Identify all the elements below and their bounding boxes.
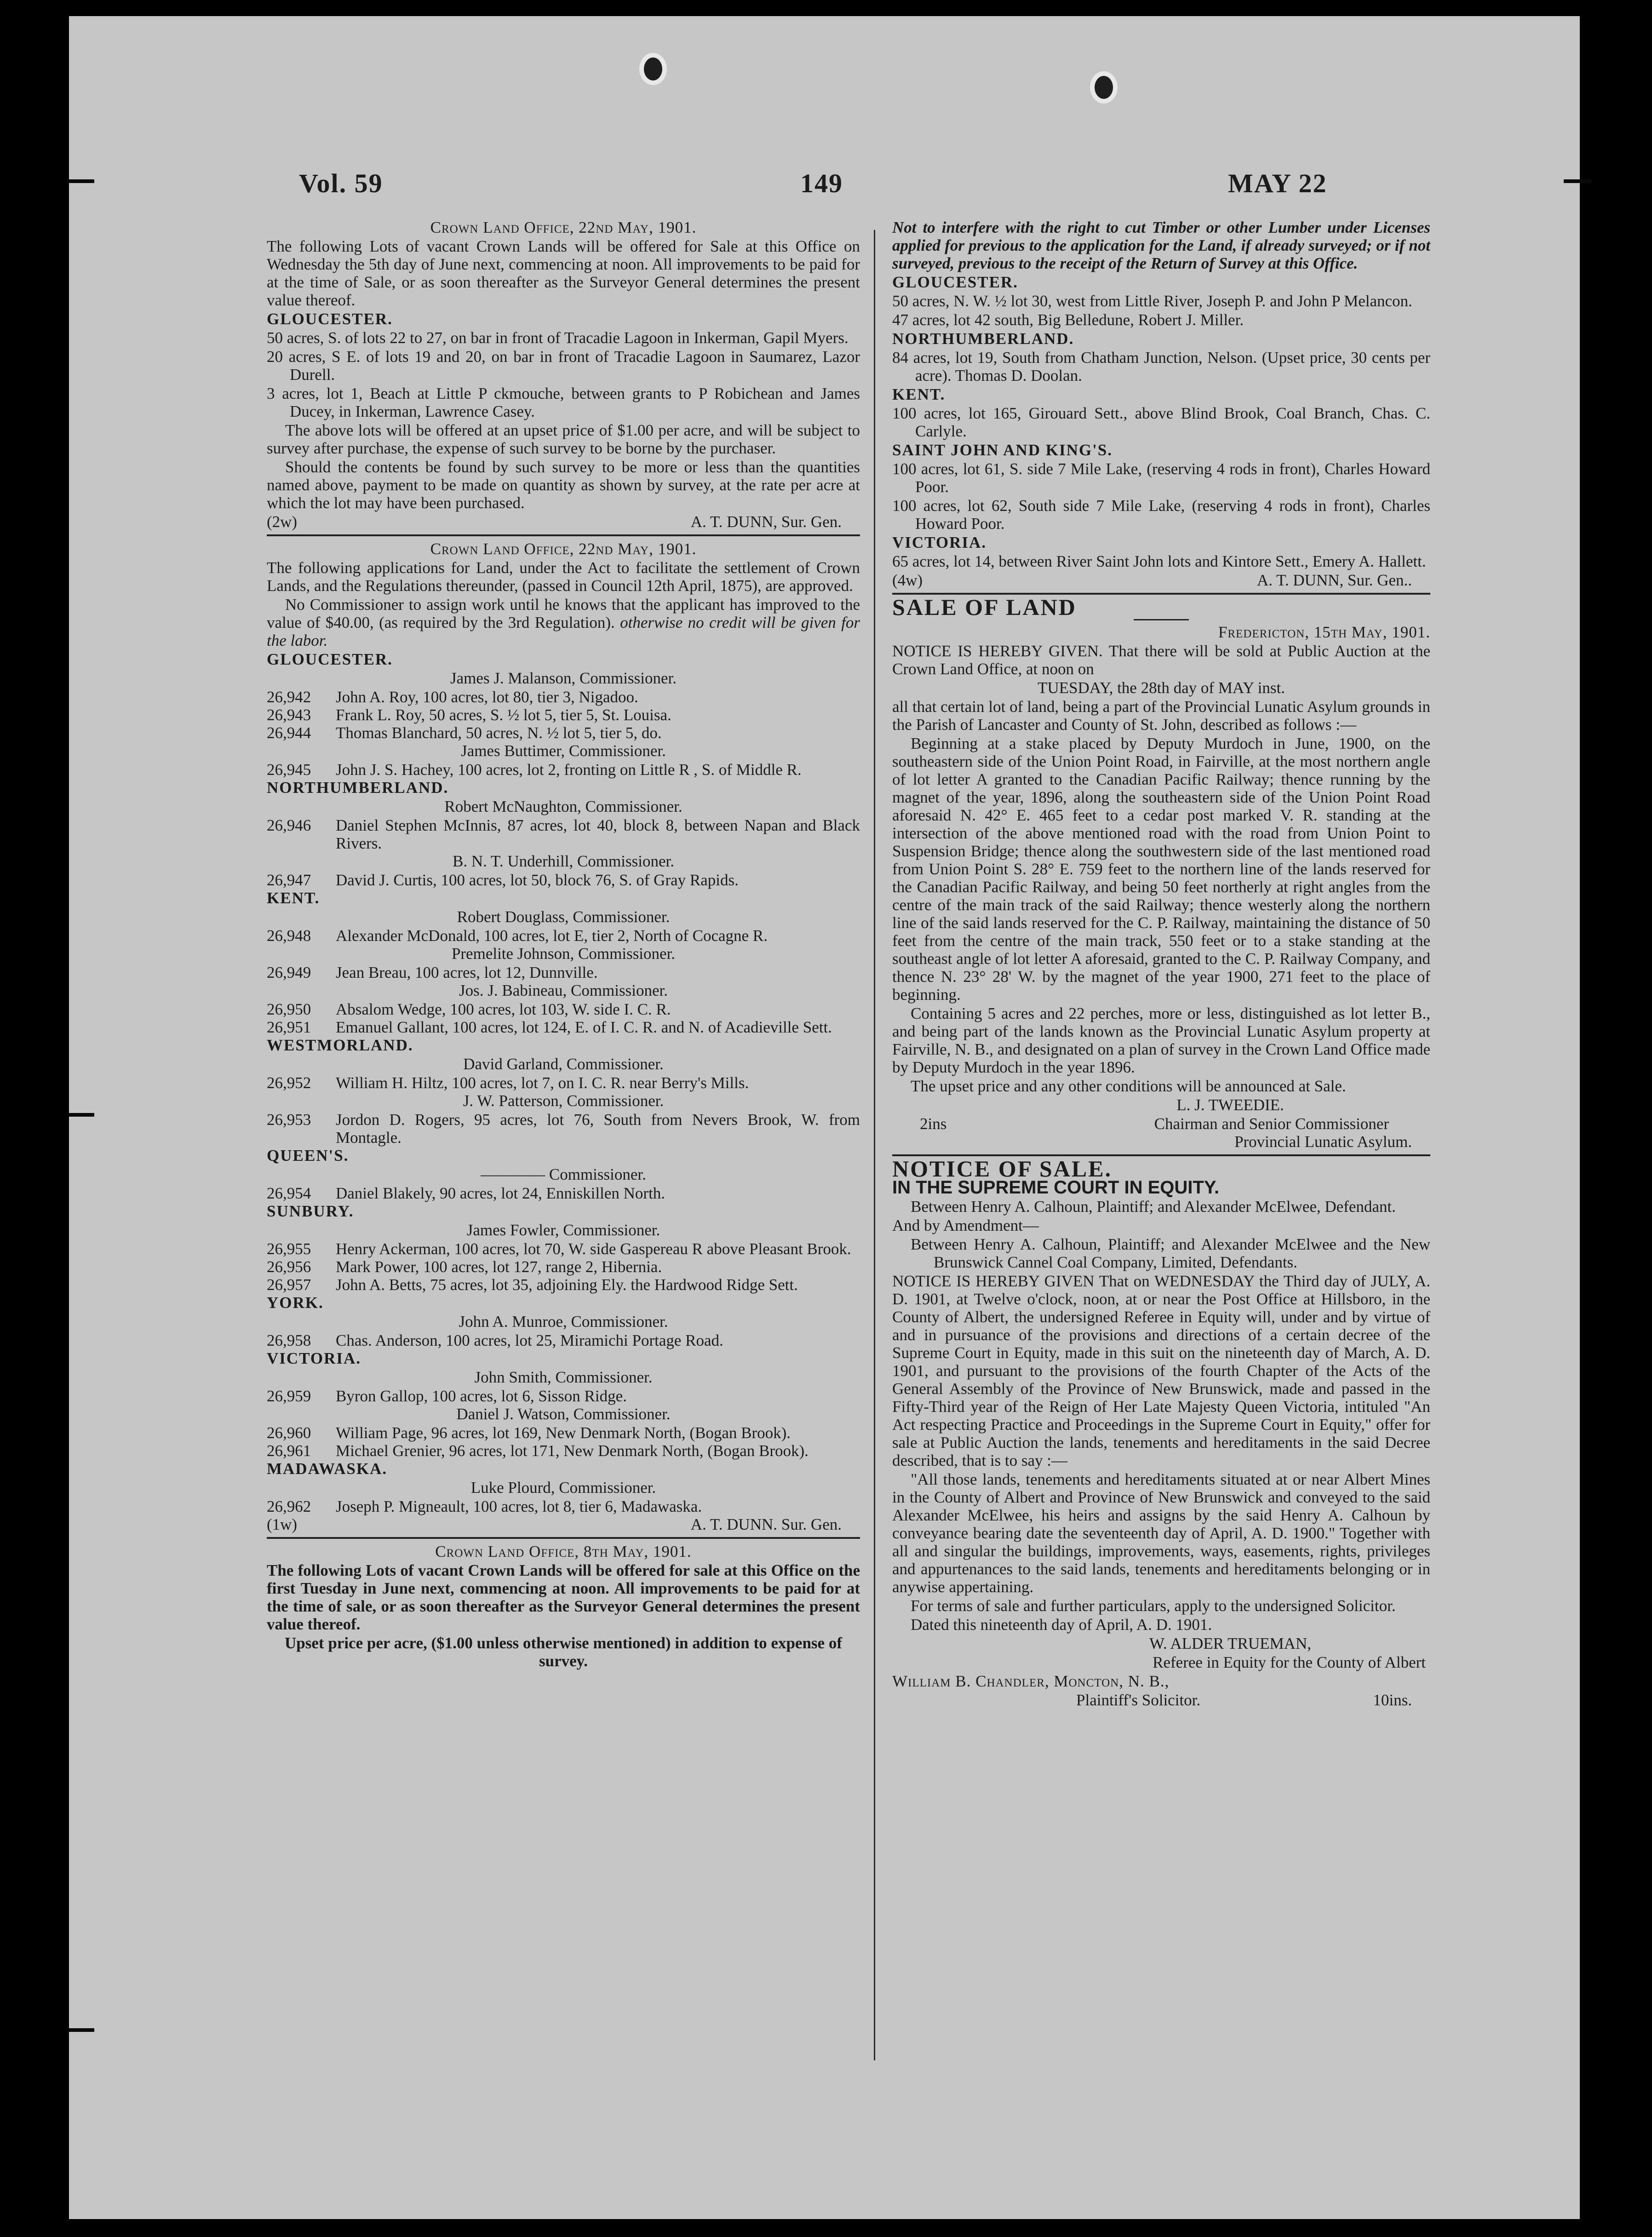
commissioner-line: Jos. J. Babineau, Commissioner. xyxy=(459,981,668,999)
signer: A. T. DUNN, Sur. Gen. xyxy=(690,513,842,531)
county-heading: VICTORIA. xyxy=(892,533,987,551)
volume-label: Vol. 59 xyxy=(299,168,383,198)
lot-line: 65 acres, lot 14, between River Saint John lots and Kintore Sett., Emery A. Hallett. xyxy=(892,552,1426,570)
application-number: 26,961 xyxy=(267,1442,311,1460)
application-number: 26,956 xyxy=(267,1258,311,1276)
column-divider xyxy=(874,230,875,2060)
application-entry xyxy=(267,1000,860,1018)
application-entry xyxy=(267,816,860,852)
notice-crown-land-continued xyxy=(892,218,1430,589)
signature-row xyxy=(892,1691,1430,1709)
notice-paragraph xyxy=(267,596,860,649)
application-text: John J. S. Hachey, 100 acres, lot 2, fronting on Little R , S. of Middle R. xyxy=(336,761,802,779)
edge-tick xyxy=(1564,179,1591,183)
signer-title: Chairman and Senior Commissioner xyxy=(1154,1115,1389,1133)
application-text: Daniel Blakely, 90 acres, lot 24, Enniskillen North. xyxy=(336,1184,665,1202)
county-heading: SAINT JOHN AND KING'S. xyxy=(892,441,1113,459)
application-number: 26,958 xyxy=(267,1331,311,1349)
section-title: SALE OF LAND xyxy=(892,594,1077,620)
lot-line: 3 acres, lot 1, Beach at Little P ckmouche, between grants to P Robichean and James Ducey, in Inkerman, Lawrence Casey. xyxy=(267,384,860,420)
timber-note: Not to interfere with the right to cut Timber or other Lumber under Licenses applied for previous to the application for the Land, if already surveyed; or if not surveyed, previous to the receipt of the Return of Survey at this Office. xyxy=(892,218,1430,272)
edge-tick xyxy=(69,1113,94,1117)
parties: Between Henry A. Calhoun, Plaintiff; and Alexander McElwee, Defendant. xyxy=(911,1198,1396,1216)
commissioner-line: Robert McNaughton, Commissioner. xyxy=(444,797,683,815)
county-heading: GLOUCESTER. xyxy=(267,310,393,328)
upset-price-note: Upset price per acre, ($1.00 unless otherwise mentioned) in addition to expense of survey. xyxy=(285,1634,842,1670)
application-entry xyxy=(267,1424,860,1442)
application-entry xyxy=(267,706,860,724)
application-text: Alexander McDonald, 100 acres, lot E, tier 2, North of Cocagne R. xyxy=(336,927,768,945)
application-text: Henry Ackerman, 100 acres, lot 70, W. side Gaspereau R above Pleasant Brook. xyxy=(336,1240,851,1258)
notice-body: The following applications for Land, under the Act to facilitate the settlement of Crown Lands, and the Regulations thereunder, (passed in Council 12th April, 1875), are approved. xyxy=(267,559,860,595)
solicitor-name: William B. Chandler, Moncton, N. B., xyxy=(892,1672,1170,1690)
application-entry xyxy=(267,1184,860,1202)
notice-crown-land-1 xyxy=(267,218,860,531)
lot-line: 100 acres, lot 61, S. side 7 Mile Lake, (reserving 4 rods in front), Charles Howard Poor. xyxy=(892,460,1430,496)
page-number: 149 xyxy=(800,168,843,198)
application-entry xyxy=(267,871,860,889)
lot-line: 100 acres, lot 62, South side 7 Mile Lake, (reserving 4 rods in front), Charles Howard Poor. xyxy=(892,497,1430,533)
application-number: 26,942 xyxy=(267,688,311,706)
short-rule xyxy=(1134,619,1189,620)
application-number: 26,947 xyxy=(267,871,311,889)
lot-line: 47 acres, lot 42 south, Big Belledune, Robert J. Miller. xyxy=(892,311,1244,329)
notice-of-sale xyxy=(892,1156,1430,1709)
solicitor xyxy=(892,1672,1430,1690)
application-entry xyxy=(267,927,860,945)
application-entry xyxy=(267,1387,860,1405)
notice-paragraph: Dated this nineteenth day of April, A. D. 1901. xyxy=(911,1616,1212,1634)
punch-hole-left xyxy=(639,53,667,85)
application-number: 26,952 xyxy=(267,1074,311,1092)
punch-hole-right xyxy=(1090,71,1118,103)
application-entry xyxy=(267,1442,860,1460)
dateline: Fredericton, 15th May, 1901. xyxy=(1218,623,1430,641)
amendment: And by Amendment— xyxy=(892,1216,1039,1234)
county-heading: SUNBURY. xyxy=(267,1202,354,1220)
signer: L. J. TWEEDIE. xyxy=(1176,1096,1284,1114)
application-number: 26,943 xyxy=(267,706,311,724)
signer: A. T. DUNN, Sur. Gen.. xyxy=(1256,571,1412,589)
separator xyxy=(267,1537,860,1539)
insertion-tag: 2ins xyxy=(920,1115,947,1133)
application-entry xyxy=(267,1111,860,1147)
application-text: Chas. Anderson, 100 acres, lot 25, Miramichi Portage Road. xyxy=(336,1331,723,1349)
application-text: John A. Betts, 75 acres, lot 35, adjoining Ely. the Hardwood Ridge Sett. xyxy=(336,1276,798,1294)
county-heading: NORTHUMBERLAND. xyxy=(892,330,1074,348)
paragraph-text: No Commissioner to assign work until he knows that the applicant has improved to the value of $40.00, (as required by the 3rd Regulation). xyxy=(267,596,860,631)
application-number: 26,955 xyxy=(267,1240,311,1258)
commissioner-line: James J. Malanson, Commissioner. xyxy=(450,669,677,687)
county-heading: QUEEN'S. xyxy=(267,1147,349,1164)
notice-body: The following Lots of vacant Crown Lands will be offered for sale at this Office on the first Tuesday in June next, commencing at noon. All improvements to be paid for at the time of sale, or as soon thereafter as the Surveyor General determines the present value thereof. xyxy=(267,1561,860,1633)
dateline: Crown Land Office, 8th May, 1901. xyxy=(435,1543,692,1560)
county-heading: GLOUCESTER. xyxy=(267,650,393,668)
signature-row xyxy=(892,571,1430,589)
insertion-tag: (1w) xyxy=(267,1515,298,1533)
application-text: Emanuel Gallant, 100 acres, lot 124, E. of I. C. R. and N. of Acadieville Sett. xyxy=(336,1018,832,1036)
application-entry xyxy=(267,1497,860,1515)
application-text: Jordon D. Rogers, 95 acres, lot 76, South from Nevers Brook, W. from Montagle. xyxy=(336,1111,860,1147)
application-text: David J. Curtis, 100 acres, lot 50, block 76, S. of Gray Rapids. xyxy=(336,871,739,889)
lot-line: 100 acres, lot 165, Girouard Sett., above Blind Brook, Coal Branch, Chas. C. Carlyle. xyxy=(892,404,1430,440)
commissioner-line: B. N. T. Underhill, Commissioner. xyxy=(453,852,674,870)
insertion-tag: (4w) xyxy=(892,571,923,589)
dateline: Crown Land Office, 22nd May, 1901. xyxy=(430,540,697,558)
commissioner-line: Luke Plourd, Commissioner. xyxy=(470,1479,656,1497)
application-groups xyxy=(267,650,860,1515)
signature-row xyxy=(267,1515,860,1533)
commissioner-line: J. W. Patterson, Commissioner. xyxy=(463,1092,664,1110)
property-description: "All those lands, tenements and hereditaments situated at or near Albert Mines in the County of Albert and Province of New Brunswick and conveyed to the said Alexander McElwee, his heirs and assigns by the said Henry A. Calhoun by conveyance bearing date the seventeenth day of April, A. D. 1900." Together with all and singular the buildings, improvements, ways, easements, rights, privileges and appurtenances to the said lands, tenements and hereditaments belonging or in anywise appertaining. xyxy=(892,1470,1430,1596)
lot-line: 50 acres, N. W. ½ lot 30, west from Little River, Joseph P. and John P Melancon. xyxy=(892,292,1412,310)
right-column xyxy=(892,218,1430,1709)
commissioner-line: David Garland, Commissioner. xyxy=(463,1055,664,1073)
application-number: 26,945 xyxy=(267,761,311,779)
county-heading: MADAWASKA. xyxy=(267,1460,388,1478)
application-text: William H. Hiltz, 100 acres, lot 7, on I. C. R. near Berry's Mills. xyxy=(336,1074,749,1092)
issue-date: MAY 22 xyxy=(1228,168,1327,198)
separator xyxy=(267,534,860,536)
application-entry xyxy=(267,1258,860,1276)
application-number: 26,962 xyxy=(267,1497,311,1515)
insertion-tag: 10ins. xyxy=(1373,1691,1412,1709)
signature-row xyxy=(892,1115,1430,1133)
application-entry xyxy=(267,1276,860,1294)
application-entry xyxy=(267,724,860,742)
application-text: William Page, 96 acres, lot 169, New Denmark North, (Bogan Brook). xyxy=(336,1424,791,1442)
application-entry xyxy=(267,688,860,706)
application-entry xyxy=(267,1331,860,1349)
solicitor-title: Plaintiff's Solicitor. xyxy=(1076,1691,1201,1709)
application-number: 26,950 xyxy=(267,1000,311,1018)
application-entry xyxy=(267,1018,860,1036)
application-text: Michael Grenier, 96 acres, lot 171, New Denmark North, (Bogan Brook). xyxy=(336,1442,809,1460)
signer-title: Referee in Equity for the County of Albert xyxy=(1153,1653,1426,1671)
application-entry xyxy=(267,1074,860,1092)
application-text: Byron Gallop, 100 acres, lot 6, Sisson Ridge. xyxy=(336,1387,627,1405)
application-text: John A. Roy, 100 acres, lot 80, tier 3, Nigadoo. xyxy=(336,688,638,706)
notice-paragraph: Beginning at a stake placed by Deputy Murdoch in June, 1900, on the southeastern side of the Union Point Road, in Fairville, at the most northern angle of lot letter A granted to the Canadian Pacific Railway; thence running by the magnet of the year, 1896, along the southeastern side of the Union Point Road aforesaid N. 42° E. 465 feet to a cedar post marked V. R. standing at the intersection of the above mentioned road with the road from Union Point to Suspension Bridge; thence along the southwestern side of the last mentioned road from Union Point S. 28° E. 759 feet to the northern line of the lands reserved for the Canadian Pacific Railway, and being 50 feet northerly at right angles from the centre of the main track of the said Railway; thence westerly along the northern line of the said lands reserved for the C. P. Railway, maintaining the distance of 50 feet from the centre of the main track, 550 feet or to a stake standing at the southeast angle of lot letter A aforesaid, granted to the C. P. Railway Company, and thence N. 23° 28' W. by the magnet of the year 1900, 271 feet to the place of beginning. xyxy=(892,734,1430,1004)
notice-paragraph: Should the contents be found by such survey to be more or less than the quantities named above, payment to be made on quantity as shown by survey, at the rate per acre at which the lot may have been purchased. xyxy=(267,458,860,512)
parties: Between Henry A. Calhoun, Plaintiff; and Alexander McElwee and the New Brunswick Cannel Coal Company, Limited, Defendants. xyxy=(911,1235,1430,1271)
insertion-tag: (2w) xyxy=(267,513,298,531)
notice-lead: NOTICE IS HEREBY GIVEN. That there will be sold at Public Auction at the Crown Land Office, at noon on xyxy=(892,642,1430,678)
application-text: Jean Breau, 100 acres, lot 12, Dunnville. xyxy=(336,964,598,981)
notice-paragraph: Containing 5 acres and 22 perches, more or less, distinguished as lot letter B., and being part of the lands known as the Provincial Lunatic Asylum property at Fairville, N. B., and designated on a plan of survey in the Crown Land Office made by Deputy Murdoch in the year 1896. xyxy=(892,1004,1430,1076)
notice-paragraph: For terms of sale and further particulars, apply to the undersigned Solicitor. xyxy=(911,1597,1396,1615)
commissioner-line: John Smith, Commissioner. xyxy=(474,1368,653,1386)
commissioner-line: Daniel J. Watson, Commissioner. xyxy=(456,1405,671,1423)
commissioner-line: Premelite Johnson, Commissioner. xyxy=(451,945,676,963)
application-text: Thomas Blanchard, 50 acres, N. ½ lot 5, tier 5, do. xyxy=(336,724,662,742)
sale-of-land xyxy=(892,594,1430,1151)
commissioner-line: Robert Douglass, Commissioner. xyxy=(457,908,670,926)
lot-line: 20 acres, S E. of lots 19 and 20, on bar in front of Tracadie Lagoon in Saumarez, Lazor Durell. xyxy=(267,348,860,384)
application-text: Frank L. Roy, 50 acres, S. ½ lot 5, tier 5, St. Louisa. xyxy=(336,706,671,724)
application-text: Daniel Stephen McInnis, 87 acres, lot 40, block 8, between Napan and Black Rivers. xyxy=(336,816,860,852)
application-number: 26,951 xyxy=(267,1018,311,1036)
commissioner-line: ———— Commissioner. xyxy=(481,1165,646,1183)
county-heading: YORK. xyxy=(267,1294,324,1312)
newspaper-page xyxy=(69,16,1580,2219)
application-number: 26,953 xyxy=(267,1111,311,1129)
commissioner-line: James Buttimer, Commissioner. xyxy=(461,742,666,760)
court-heading: IN THE SUPREME COURT IN EQUITY. xyxy=(892,1177,1220,1198)
auction-date: TUESDAY, the 28th day of MAY inst. xyxy=(1037,679,1285,697)
application-number: 26,960 xyxy=(267,1424,311,1442)
application-number: 26,944 xyxy=(267,724,311,742)
application-text: Joseph P. Migneault, 100 acres, lot 8, tier 6, Madawaska. xyxy=(336,1497,702,1515)
signer-title: Provincial Lunatic Asylum. xyxy=(1234,1133,1412,1151)
dateline: Crown Land Office, 22nd May, 1901. xyxy=(430,218,697,236)
edge-tick xyxy=(69,179,94,183)
commissioner-line: James Fowler, Commissioner. xyxy=(466,1221,660,1239)
application-number: 26,946 xyxy=(267,816,311,834)
county-heading: KENT. xyxy=(892,385,946,403)
signer: A. T. DUNN. Sur. Gen. xyxy=(690,1515,842,1533)
notice-paragraph: The upset price and any other conditions will be announced at Sale. xyxy=(911,1077,1346,1095)
application-number: 26,949 xyxy=(267,964,311,981)
signer: W. ALDER TRUEMAN, xyxy=(1149,1635,1311,1652)
county-heading: KENT. xyxy=(267,889,320,907)
notice-crown-land-2 xyxy=(267,540,860,1533)
application-text: Mark Power, 100 acres, lot 127, range 2, Hibernia. xyxy=(336,1258,662,1276)
county-heading: NORTHUMBERLAND. xyxy=(267,779,449,797)
lot-line: 84 acres, lot 19, South from Chatham Junction, Nelson. (Upset price, 30 cents per acre). Thomas D. Doolan. xyxy=(892,349,1430,384)
lot-line: 50 acres, S. of lots 22 to 27, on bar in front of Tracadie Lagoon in Inkerman, Gapil Myers. xyxy=(267,329,849,347)
commissioner-line: John A. Munroe, Commissioner. xyxy=(459,1313,668,1331)
notice-body: The following Lots of vacant Crown Lands will be offered for Sale at this Office on Wednesday the 5th day of June next, commencing at noon. All improvements to be paid for at the time of Sale, or as soon thereafter as the Surveyor General determines the present value thereof. xyxy=(267,237,860,309)
notice-crown-land-3 xyxy=(267,1543,860,1670)
application-entry xyxy=(267,964,860,981)
section-title: NOTICE OF SALE. xyxy=(892,1156,1112,1182)
left-column xyxy=(267,218,860,1671)
application-entry xyxy=(267,761,860,779)
county-sections xyxy=(892,273,1430,570)
notice-paragraph: The above lots will be offered at an upset price of $1.00 per acre, and will be subject to survey after purchase, the expense of such survey to be borne by the purchaser. xyxy=(267,421,860,457)
paragraph-italic: otherwise no credit will be given for the labor. xyxy=(267,614,860,649)
application-number: 26,954 xyxy=(267,1184,311,1202)
county-heading: GLOUCESTER. xyxy=(892,273,1018,291)
notice-paragraph: all that certain lot of land, being a part of the Provincial Lunatic Asylum grounds in the Parish of Lancaster and County of St. John, described as follows :— xyxy=(892,698,1430,734)
signature-row xyxy=(267,513,860,531)
application-number: 26,959 xyxy=(267,1387,311,1405)
notice-body: NOTICE IS HEREBY GIVEN That on WEDNESDAY the Third day of JULY, A. D. 1901, at Twelve o'clock, noon, at or near the Post Office at Hillsboro, in the County of Albert, the undersigned Referee in Equity will, under and by virtue of and in pursuance of the provisions and directions of a certain decree of the Supreme Court in Equity, made in this suit on the nineteenth day of March, A. D. 1901, and pursuant to the provisions of the fourth Chapter of the Acts of the General Assembly of the Province of New Brunswick, made and passed in the Fifty-Third year of the Reign of Her Late Majesty Queen Victoria, intituled "An Act respecting Practice and Proceedings in the Supreme Court in Equity," offer for sale at Public Auction the lands, tenements and hereditaments in the said Decree described, that is to say :— xyxy=(892,1272,1430,1469)
edge-tick xyxy=(69,2028,94,2032)
county-heading: WESTMORLAND. xyxy=(267,1036,413,1054)
application-text: Absalom Wedge, 100 acres, lot 103, W. side I. C. R. xyxy=(336,1000,671,1018)
application-entry xyxy=(267,1240,860,1258)
application-number: 26,948 xyxy=(267,927,311,945)
application-number: 26,957 xyxy=(267,1276,311,1294)
county-heading: VICTORIA. xyxy=(267,1349,361,1367)
